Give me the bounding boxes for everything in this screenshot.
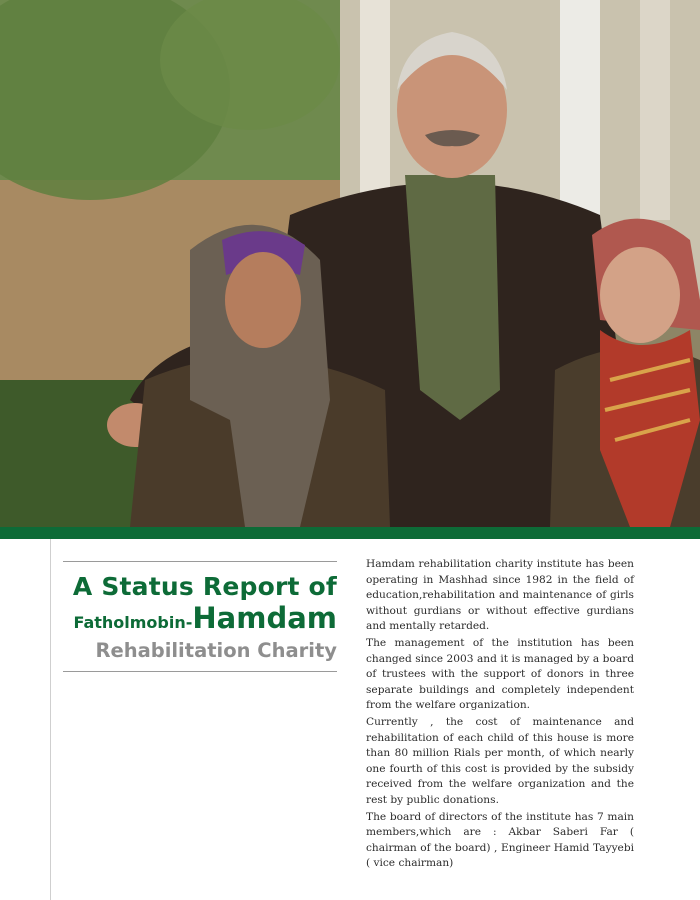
title-line-2 — [63, 602, 337, 639]
title-top-rule — [63, 561, 337, 562]
title-line-3: Rehabilitation Charity — [95, 639, 337, 662]
green-divider-band — [0, 527, 700, 539]
article-body — [366, 557, 634, 873]
title-line-2-prefix: Fatholmobin- — [73, 613, 193, 632]
title-line-1: A Status Report of — [72, 572, 337, 601]
paragraph-4: The board of directors of the institute has 7 main members,which are : Akbar Saberi Far ( chairman of the board) , Engineer Hamid Tayyebi ( vice chairman) — [366, 810, 634, 870]
paragraph-2: The management of the institution has been changed since 2003 and it is managed by a board of trustees with the support of donors in three separate buildings and completely independent from the welfare organization. — [366, 636, 634, 712]
title-line-2-name: Hamdam — [192, 601, 337, 635]
paragraph-1: Hamdam rehabilitation charity institute has been operating in Mashhad since 1982 in the field of education,rehabilitation and maintenance of girls without gurdians or without effective gurdians and mentally retarded. — [366, 558, 634, 633]
paragraph-3: Currently , the cost of maintenance and rehabilitation of each child of this house is more than 80 million Rials per month, of which nearly one fourth of this cost is provided by the subsidy received from the welfare organization and the rest by public donations. — [366, 715, 634, 806]
title-block — [63, 561, 337, 672]
left-margin-rule — [50, 539, 51, 900]
title-bottom-rule — [63, 671, 337, 672]
